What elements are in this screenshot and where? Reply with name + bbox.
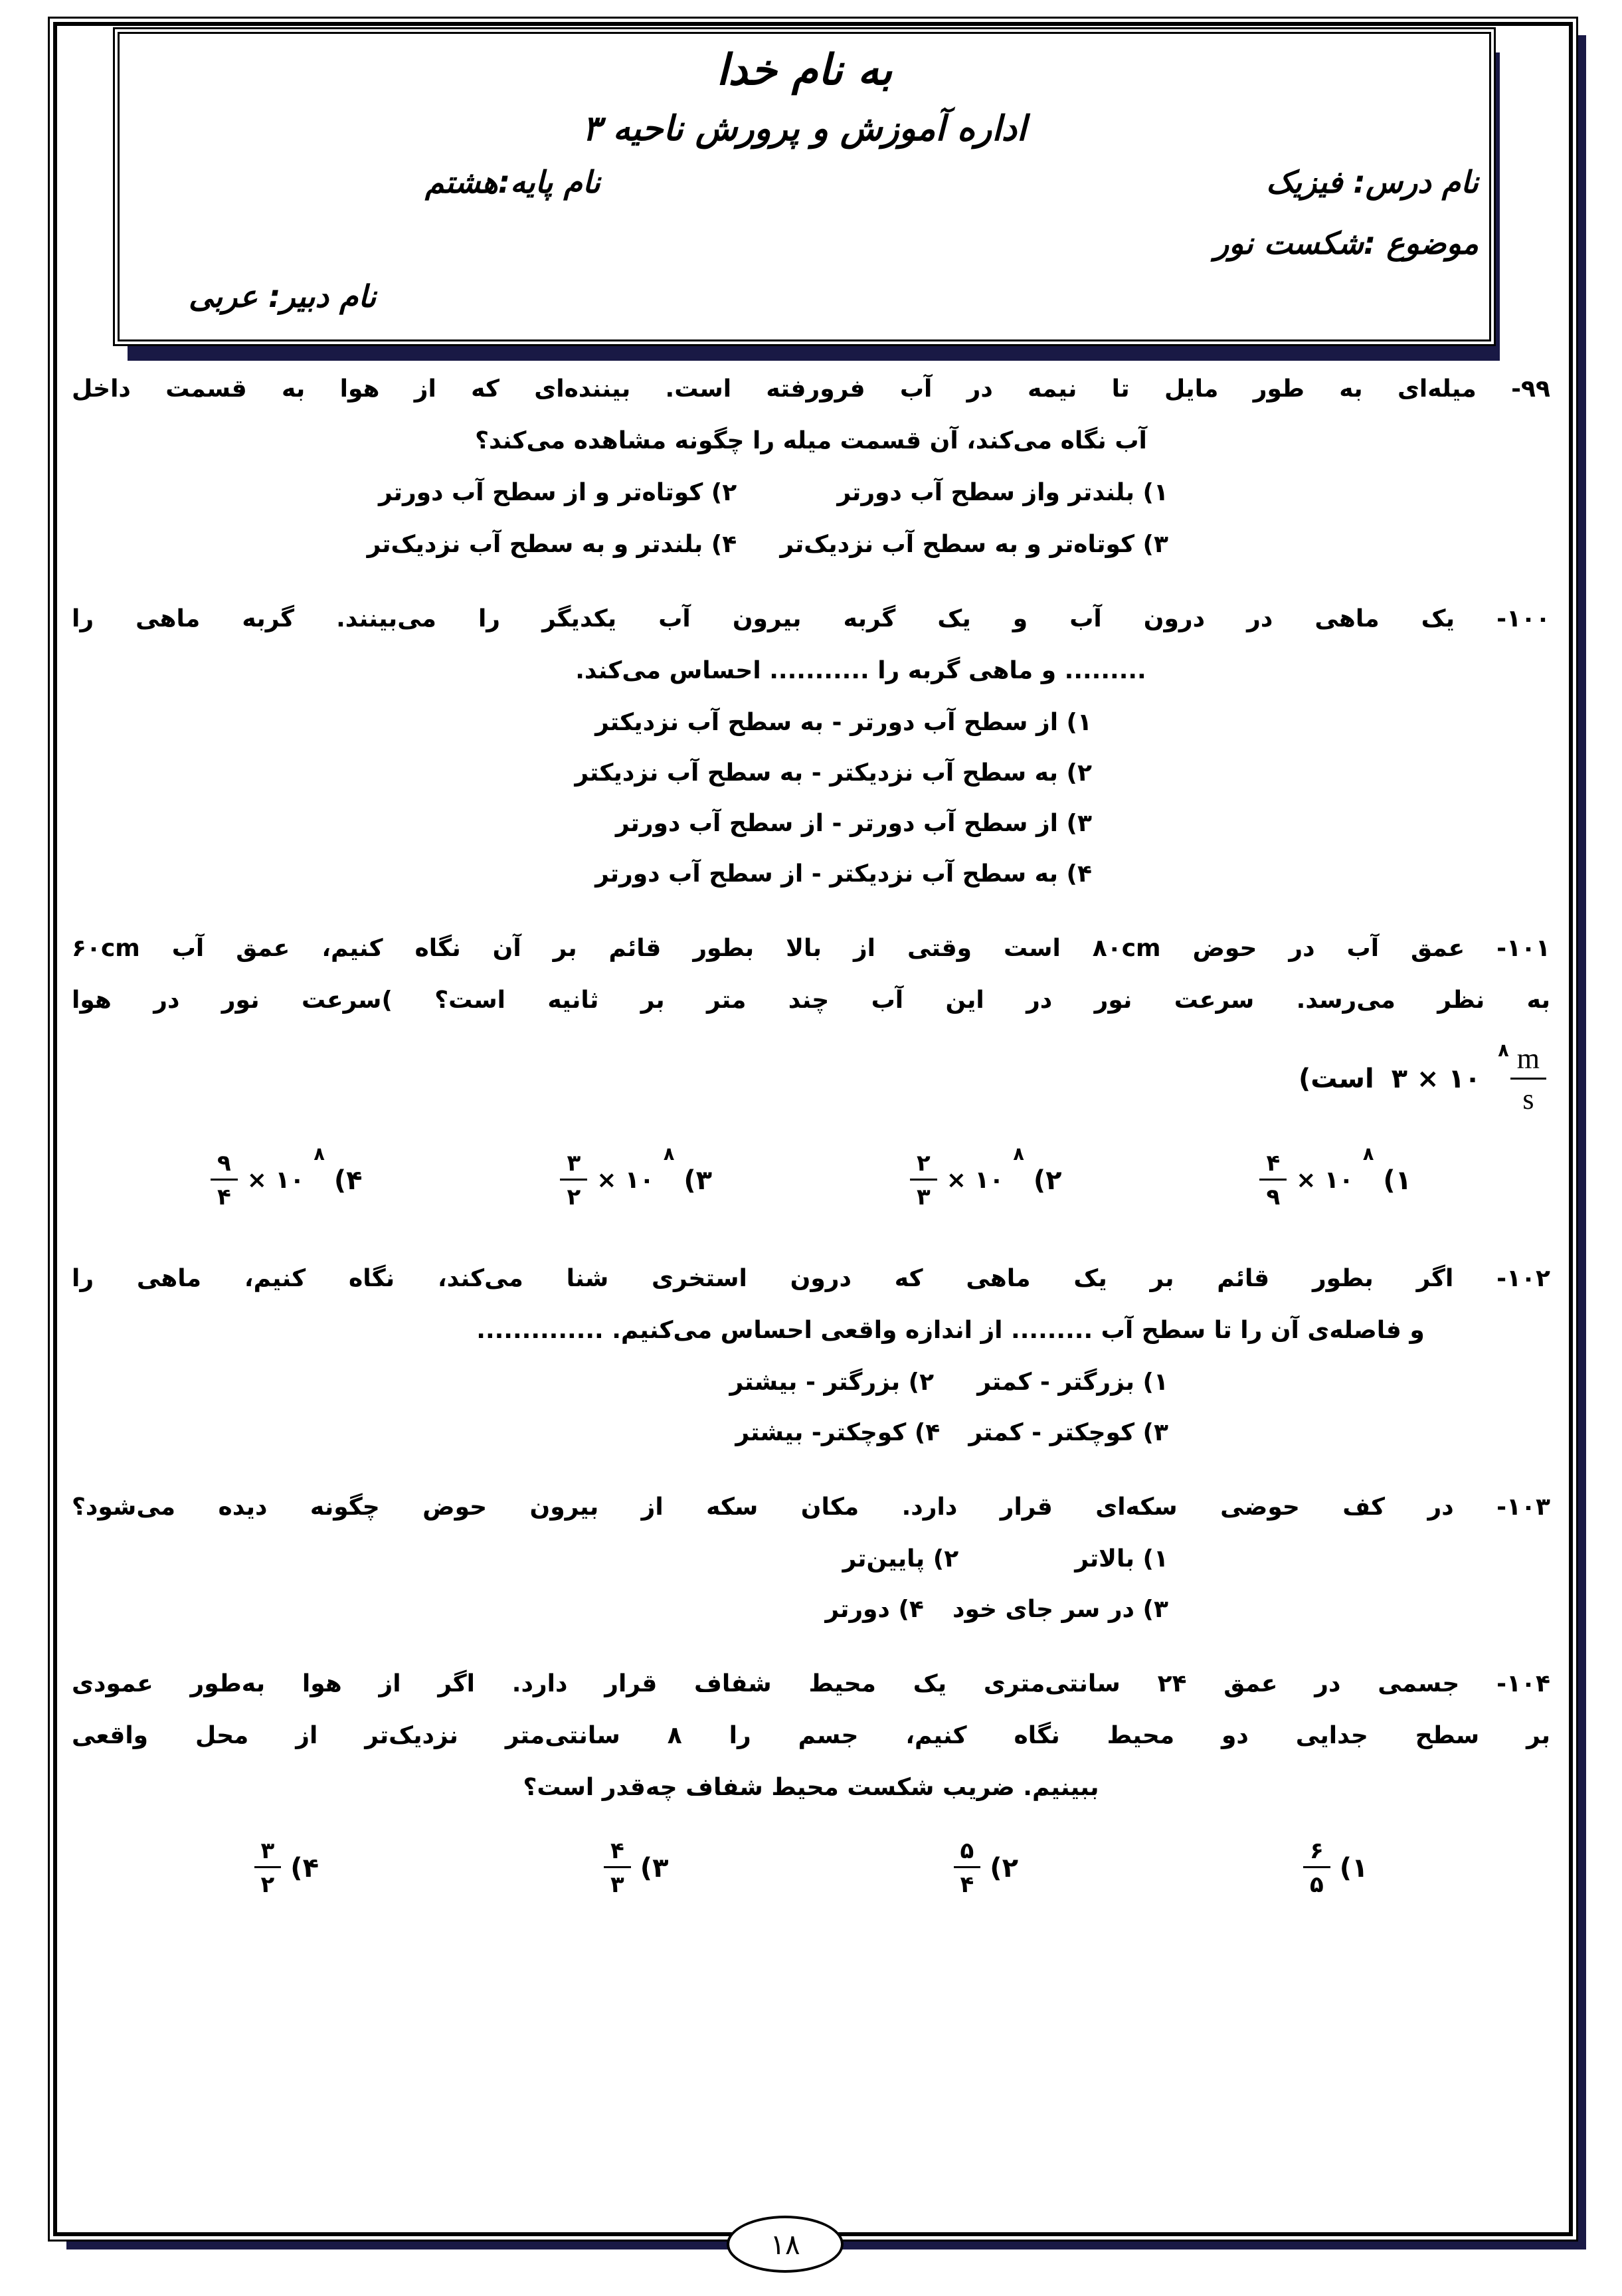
grade-label: نام پایه:هشتم <box>425 164 600 200</box>
q103-option-3: ۳) در سر جای خود <box>952 1596 1168 1623</box>
question-100 <box>72 603 1550 895</box>
course-label: نام درس: فیزیک <box>1266 164 1479 200</box>
question-101 <box>72 932 1550 1225</box>
q99-option-3: ۳) کوتاه‌تر و به سطح آب نزدیک‌تر <box>780 531 1168 558</box>
q100-option-2: ۲) به سطح آب نزدیکتر - به سطح آب نزدیکتر <box>575 759 1092 787</box>
question-103-line-1: ۱۰۳- در کف حوضی سکه‌ای قرار دارد. مکان سکه از بیرون حوض چگونه دیده می‌شود؟ <box>72 1493 1550 1521</box>
question-100-line-2: ......... و ماهی گربه را ........... احساس می‌کند. <box>575 657 1146 684</box>
question-99-line-1: ۹۹- میله‌ای به طور مایل تا نیمه در آب فرورفته است. بیننده‌ای که از هوا به قسمت داخل <box>72 375 1550 403</box>
q103-option-2: ۲) پایین‌تر <box>842 1545 959 1573</box>
header-meta-row <box>120 164 1489 216</box>
question-101-options <box>72 1135 1550 1225</box>
q102-option-1: ۱) بزرگتر - کمتر <box>977 1369 1168 1396</box>
bismillah-title: به نام خدا <box>716 46 893 95</box>
q104-option-2: $\frac{۵}{۴}$ (۲ <box>811 1840 1161 1896</box>
question-99 <box>72 373 1550 565</box>
formula-coefficient: ۳ × ۱۰ <box>1391 1064 1481 1094</box>
question-104-line-1: ۱۰۴- جسمی در عمق ۲۴ سانتی‌متری یک محیط شفاف قرار دارد. اگر از هوا به‌طور عمودی <box>72 1670 1550 1697</box>
q101-option-4: $\frac{۹}{۴}$ × ۱۰ ۸ (۴ <box>112 1152 462 1208</box>
q101-option-3: $\frac{۳}{۲}$ × ۱۰ ۸ (۳ <box>462 1152 812 1208</box>
page-number-badge <box>727 2216 844 2273</box>
question-100-line-1: ۱۰۰- یک ماهی در درون آب و یک گربه بیرون آب یکدیگر را می‌بینند. گربه ماهی را <box>72 605 1550 632</box>
q102-option-2: ۲) بزرگتر - بیشتر <box>729 1369 935 1396</box>
question-102 <box>72 1262 1550 1454</box>
formula-unit-fraction <box>1498 1040 1546 1115</box>
question-101-line-2: به نظر می‌رسد. سرعت نور در این آب چند متر بر ثانیه است؟ )سرعت نور در هوا <box>72 987 1550 1014</box>
q104-option-3: $\frac{۴}{۳}$ (۳ <box>462 1840 812 1896</box>
q103-option-1: ۱) بالاتر <box>1075 1545 1168 1573</box>
q99-option-4: ۴) بلندتر و به سطح آب نزدیک‌تر <box>367 531 737 558</box>
department-title: اداره آموزش و پرورش ناحیه ۳ <box>582 109 1027 149</box>
q99-option-1: ۱) بلندتر واز سطح آب دورتر <box>837 479 1168 506</box>
question-104-line-3: ببینیم. ضریب شکست محیط شفاف چه‌قدر است؟ <box>523 1774 1099 1801</box>
teacher-label: نام دبیر: عربی <box>189 278 377 314</box>
exam-header-box <box>113 27 1496 346</box>
q100-option-1: ۱) از سطح آب دورتر - به سطح آب نزدیکتر <box>595 709 1092 736</box>
formula-closing-text: (است <box>1299 1064 1374 1094</box>
q100-option-4: ۴) به سطح آب نزدیکتر - از سطح آب دورتر <box>595 860 1092 888</box>
question-103 <box>72 1491 1550 1630</box>
question-99-options <box>72 476 1550 565</box>
q103-option-4: ۴) دورتر <box>825 1596 924 1623</box>
question-100-options <box>72 706 1550 895</box>
question-104 <box>72 1668 1550 1913</box>
formula-exponent: ۸ <box>1498 1040 1509 1061</box>
question-99-line-2: آب نگاه می‌کند، آن قسمت میله را چگونه مشاهده می‌کند؟ <box>475 427 1147 454</box>
topic-label: موضوع :شکست نور <box>1214 225 1479 261</box>
page-number: ۱۸ <box>770 2228 800 2261</box>
questions-area <box>57 346 1569 1913</box>
question-102-options-row-2 <box>72 1416 1550 1454</box>
q101-option-1: $\frac{۴}{۹}$ × ۱۰ ۸ (۱ <box>1161 1152 1511 1208</box>
q104-option-4: $\frac{۳}{۲}$ (۴ <box>112 1840 462 1896</box>
question-102-options-row-1 <box>72 1366 1550 1403</box>
exam-header-inner-border <box>118 32 1491 341</box>
q100-option-3: ۳) از سطح آب دورتر - از سطح آب دورتر <box>615 810 1092 837</box>
question-102-line-2: و فاصله‌ی آن را تا سطح آب ......... از اندازه واقعی احساس می‌کنیم. .............. <box>476 1317 1425 1344</box>
question-101-line-1: ۱۰۱- عمق آب در حوض ۸۰cm است وقتی از بالا بطور قائم بر آن نگاه کنیم، عمق آب ۶۰cm <box>72 935 1550 962</box>
unit-numerator: m <box>1510 1044 1546 1080</box>
q102-option-4: ۴) کوچکتر- بیشتر <box>735 1419 941 1446</box>
page-border-inner <box>53 22 1573 2236</box>
question-104-options <box>72 1823 1550 1913</box>
page-border-frame <box>48 17 1578 2242</box>
q104-option-1: $\frac{۶}{۵}$ (۱ <box>1161 1840 1511 1896</box>
question-104-line-2: بر سطح جدایی دو محیط نگاه کنیم، جسم را ۸ سانتی‌متر نزدیک‌تر از محل واقعی <box>72 1722 1550 1749</box>
question-103-options-row-1 <box>72 1543 1550 1580</box>
light-speed-formula <box>72 1036 1546 1122</box>
question-103-options-row-2 <box>72 1593 1550 1630</box>
q99-option-2: ۲) کوتاه‌تر و از سطح آب دورتر <box>379 479 737 506</box>
question-102-line-1: ۱۰۲- اگر بطور قائم بر یک ماهی که درون استخری شنا می‌کند، نگاه کنیم، ماهی را <box>72 1265 1550 1292</box>
q101-option-2: $\frac{۲}{۳}$ × ۱۰ ۸ (۲ <box>811 1152 1161 1208</box>
q102-option-3: ۳) کوچکتر - کمتر <box>968 1419 1168 1446</box>
unit-denominator: s <box>1522 1082 1534 1115</box>
